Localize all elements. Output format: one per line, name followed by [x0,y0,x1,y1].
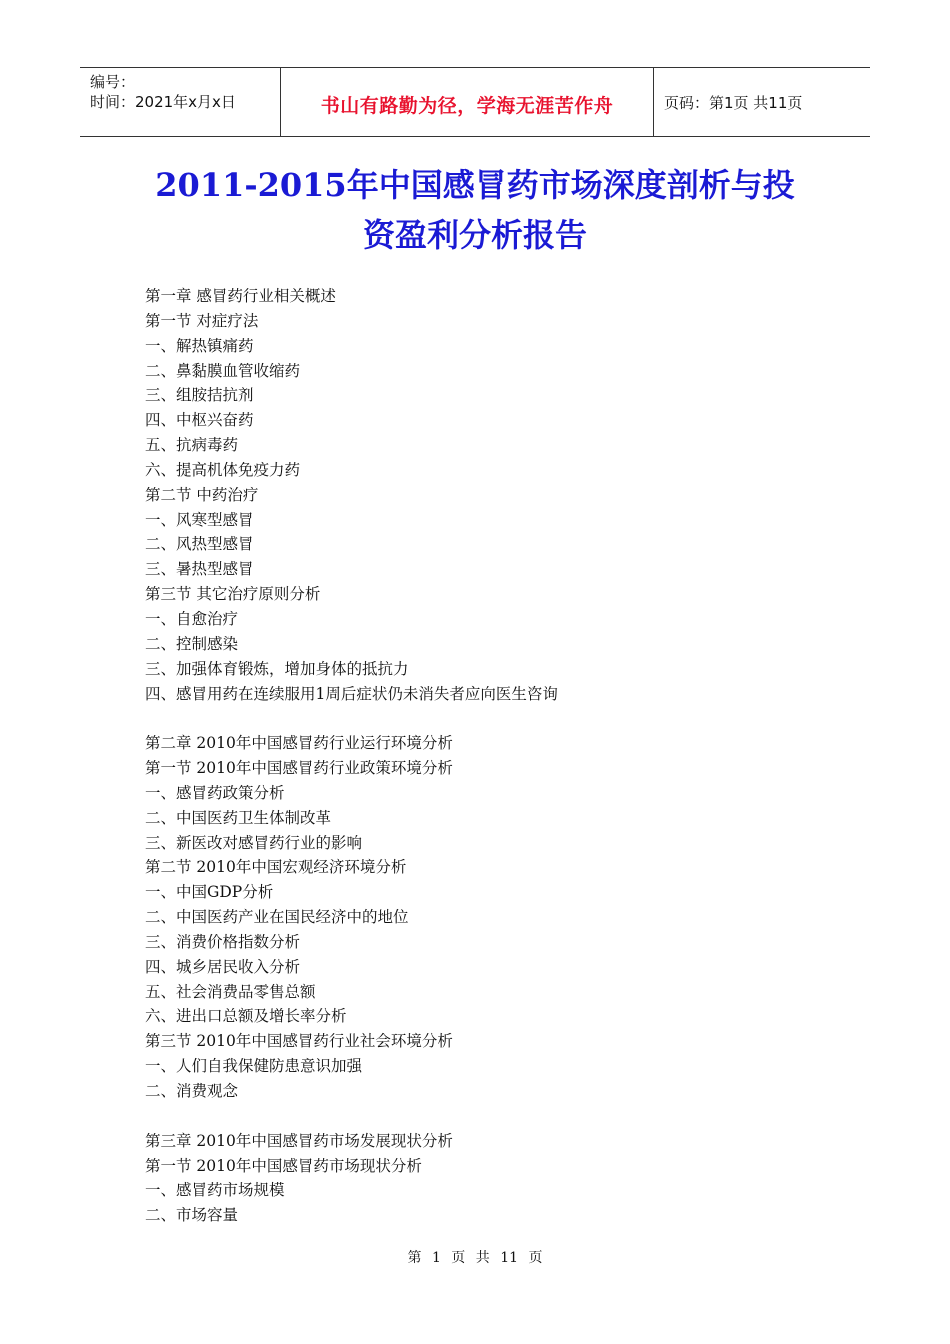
document-title [0,160,950,260]
toc-entry: 三、暑热型感冒 [145,560,254,579]
header-page-cell [654,68,870,136]
table-of-contents [145,284,865,1228]
toc-entry: 四、城乡居民收入分析 [145,957,301,976]
page-footer: 第 1 页 共 11 页 [407,1250,543,1266]
toc-entry: 四、感冒用药在连续服用1周后症状仍未消失者应向医生咨询 [145,684,558,703]
toc-entry: 二、中国医药产业在国民经济中的地位 [145,908,409,927]
toc-entry: 二、市场容量 [145,1206,239,1225]
toc-entry: 一、风寒型感冒 [145,510,254,529]
toc-spacer [145,706,865,731]
toc-entry: 一、人们自我保健防患意识加强 [145,1057,363,1076]
document-header [80,67,870,137]
toc-entry: 第三节 2010年中国感冒药行业社会环境分析 [145,1032,453,1051]
toc-entry: 三、消费价格指数分析 [145,932,301,951]
toc-entry: 一、感冒药政策分析 [145,783,285,802]
motto-text: 书山有路勤为径，学海无涯苦作舟 [320,94,614,117]
toc-entry: 六、进出口总额及增长率分析 [145,1007,347,1026]
toc-entry: 第一节 2010年中国感冒药行业政策环境分析 [145,759,453,778]
toc-entry: 第一节 对症疗法 [145,311,259,330]
page-info: 页码：第1页 共11页 [664,93,803,112]
toc-entry: 三、加强体育锻炼，增加身体的抵抗力 [145,659,409,678]
title-line-2: 资盈利分析报告 [362,216,587,254]
toc-entry: 五、社会消费品零售总额 [145,982,316,1001]
toc-entry: 第二节 2010年中国宏观经济环境分析 [145,858,407,877]
toc-entry: 一、解热镇痛药 [145,336,254,355]
title-line-1: 2011-2015年中国感冒药市场深度剖析与投 [155,166,795,204]
toc-entry: 第一节 2010年中国感冒药市场现状分析 [145,1156,422,1175]
toc-entry: 二、中国医药卫生体制改革 [145,808,332,827]
header-motto-cell [281,68,654,136]
toc-entry: 第二章 2010年中国感冒药行业运行环境分析 [145,734,453,753]
toc-entry: 一、自愈治疗 [145,609,239,628]
toc-entry: 三、新医改对感冒药行业的影响 [145,833,363,852]
toc-entry: 二、风热型感冒 [145,535,254,554]
toc-entry: 六、提高机体免疫力药 [145,460,301,479]
toc-entry: 第三章 2010年中国感冒药市场发展现状分析 [145,1131,453,1150]
toc-entry: 第二节 中药治疗 [145,485,259,504]
toc-entry: 一、中国GDP分析 [145,883,274,902]
toc-entry: 二、鼻黏膜血管收缩药 [145,361,301,380]
header-meta-cell [80,68,281,136]
toc-entry: 二、消费观念 [145,1082,239,1100]
time-label: 时间：2021年x月x日 [90,93,236,111]
toc-entry: 五、抗病毒药 [145,436,239,455]
toc-entry: 第一章 感冒药行业相关概述 [145,287,336,305]
toc-entry: 一、感冒药市场规模 [145,1181,285,1200]
toc-entry: 二、控制感染 [145,634,239,653]
toc-entry: 第三节 其它治疗原则分析 [145,585,321,604]
toc-entry: 三、组胺拮抗剂 [145,386,254,405]
serial-number-label: 编号： [90,73,136,91]
toc-entry: 四、中枢兴奋药 [145,411,254,430]
toc-spacer [145,1104,865,1129]
